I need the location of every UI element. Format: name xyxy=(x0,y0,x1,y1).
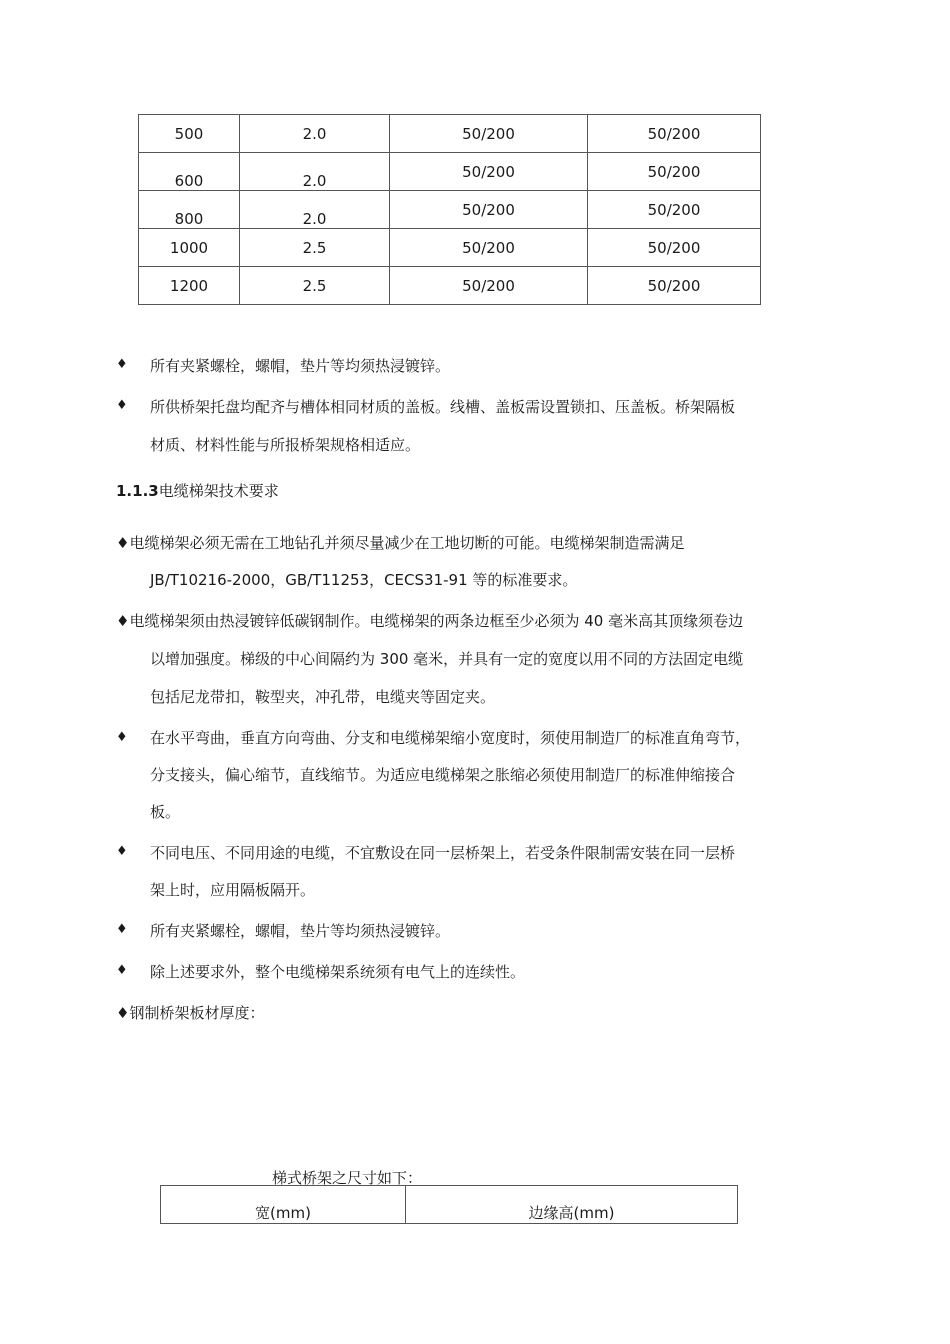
table-row xyxy=(139,153,761,191)
paragraph: 所有夹紧螺栓，螺帽，垫片等均须热浸镀锌。 xyxy=(150,357,451,375)
paragraph-line: ♦电缆梯架必须无需在工地钻孔并须尽量减少在工地切断的可能。电缆梯架制造需满足 xyxy=(116,534,685,552)
table-header-row xyxy=(161,1186,738,1224)
bullet-icon: ♦ xyxy=(116,398,128,413)
table-row xyxy=(139,229,761,267)
paragraph-line: 板。 xyxy=(150,803,181,821)
table-cell: 50/200 xyxy=(588,153,761,191)
bullet-icon: ♦ xyxy=(116,844,128,859)
bullet-icon: ♦ xyxy=(116,922,128,937)
table-row xyxy=(139,191,761,229)
column-header-edge-height: 边缘高(mm) xyxy=(406,1186,738,1224)
paragraph-line: ♦电缆梯架须由热浸镀锌低碳钢制作。电缆梯架的两条边框至少必须为 40 毫米高其顶缘须卷边 xyxy=(116,612,744,630)
paragraph-line: 架上时，应用隔板隔开。 xyxy=(150,881,316,899)
paragraph: ♦钢制桥架板材厚度： xyxy=(116,1004,265,1022)
spec-table xyxy=(138,114,761,305)
bullet-icon: ♦ xyxy=(116,963,128,978)
section-title: 电缆梯架技术要求 xyxy=(158,482,279,500)
paragraph-line: 在水平弯曲，垂直方向弯曲、分支和电缆梯架缩小宽度时，须使用制造厂的标准直角弯节， xyxy=(150,729,751,747)
table-cell: 50/200 xyxy=(390,191,588,229)
table-cell: 2.0 xyxy=(240,191,390,229)
table-row xyxy=(139,115,761,153)
table-cell: 50/200 xyxy=(390,153,588,191)
bullet-icon: ♦ xyxy=(116,357,128,372)
table-cell: 2.5 xyxy=(240,267,390,305)
paragraph: 除上述要求外，整个电缆梯架系统须有电气上的连续性。 xyxy=(150,963,526,981)
table-cell: 600 xyxy=(139,153,240,191)
paragraph-line: 包括尼龙带扣，鞍型夹，冲孔带，电缆夹等固定夹。 xyxy=(150,688,496,706)
column-header-width: 宽(mm) xyxy=(161,1186,406,1224)
table-cell: 50/200 xyxy=(588,191,761,229)
bullet-icon: ♦ xyxy=(116,730,128,745)
paragraph-line: JB/T10216-2000，GB/T11253，CECS31-91 等的标准要求。 xyxy=(150,571,578,589)
table-cell: 2.5 xyxy=(240,229,390,267)
paragraph: 所有夹紧螺栓，螺帽，垫片等均须热浸镀锌。 xyxy=(150,922,451,940)
size-table xyxy=(160,1185,738,1224)
table-cell: 800 xyxy=(139,191,240,229)
table-cell: 2.0 xyxy=(240,115,390,153)
paragraph-line: 分支接头，偏心缩节，直线缩节。为适应电缆梯架之胀缩必须使用制造厂的标准伸缩接合 xyxy=(150,766,736,784)
table-cell: 50/200 xyxy=(588,267,761,305)
table-cell: 50/200 xyxy=(390,115,588,153)
table-cell: 50/200 xyxy=(588,115,761,153)
table-cell: 1000 xyxy=(139,229,240,267)
paragraph-line: 所供桥架托盘均配齐与槽体相同材质的盖板。线槽、盖板需设置锁扣、压盖板。桥架隔板 xyxy=(150,398,736,416)
table-cell: 2.0 xyxy=(240,153,390,191)
table-cell: 50/200 xyxy=(588,229,761,267)
table-cell: 50/200 xyxy=(390,229,588,267)
section-number: 1.1.3 xyxy=(116,482,159,500)
paragraph-line: 材质、材料性能与所报桥架规格相适应。 xyxy=(150,436,421,454)
table-caption: 梯式桥架之尺寸如下： xyxy=(272,1169,423,1187)
paragraph-line: 不同电压、不同用途的电缆，不宜敷设在同一层桥架上，若受条件限制需安装在同一层桥 xyxy=(150,844,736,862)
table-cell: 1200 xyxy=(139,267,240,305)
paragraph-line: 以增加强度。梯级的中心间隔约为 300 毫米，并具有一定的宽度以用不同的方法固定电缆 xyxy=(150,650,744,668)
table-row xyxy=(139,267,761,305)
section-heading xyxy=(116,480,279,501)
table-cell: 50/200 xyxy=(390,267,588,305)
table-cell: 500 xyxy=(139,115,240,153)
